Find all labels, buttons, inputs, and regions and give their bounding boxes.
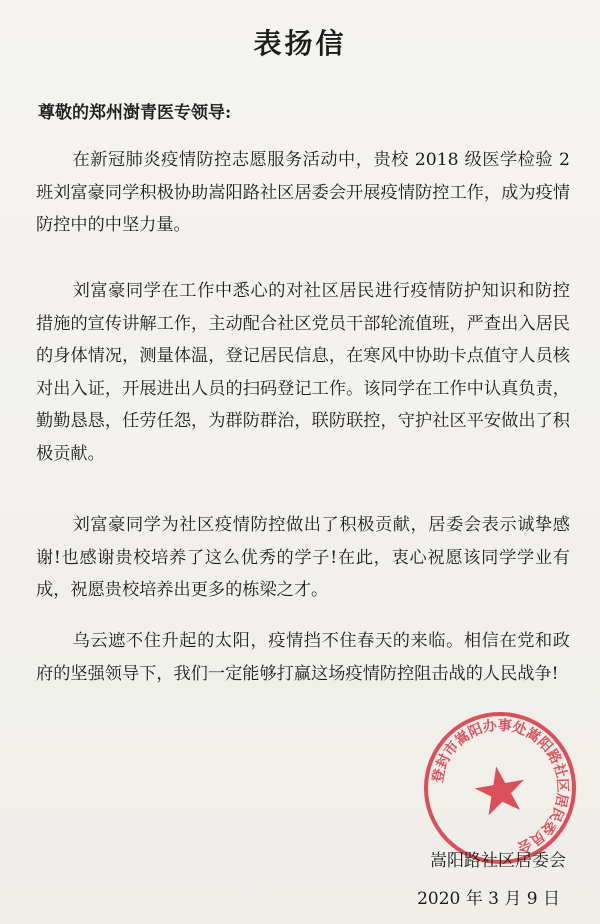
paragraph-3-text: 刘富豪同学为社区疫情防控做出了积极贡献，居委会表示诚挚感谢!也感谢贵校培养了这么优秀的学子!在此，衷心祝愿该同学学业有成，祝愿贵校培养出更多的栋梁之才。 <box>36 515 570 600</box>
paragraph-2 <box>36 275 570 470</box>
salutation: 尊敬的郑州澍青医专领导: <box>38 103 232 123</box>
paragraph-1-text: 在新冠肺炎疫情防控志愿服务活动中，贵校 2018 级医学检验 2 班刘富豪同学积极协助嵩阳路社区居委会开展疫情防控工作，成为疫情防控中的中坚力量。 <box>36 150 570 235</box>
paragraph-3 <box>36 509 570 607</box>
signature-organization: 嵩阳路社区居委会 <box>430 851 566 871</box>
letter-title: 表扬信 <box>253 27 347 60</box>
paragraph-4-text: 乌云遮不住升起的太阳，疫情挡不住春天的来临。相信在党和政府的坚强领导下，我们一定能够打赢这场疫情防控阻击战的人民战争! <box>36 631 570 684</box>
paragraph-2-text: 刘富豪同学在工作中悉心的对社区居民进行疫情防护知识和防控措施的宣传讲解工作，主动配合社区党员干部轮流值班，严查出入居民的身体情况，测量体温，登记居民信息，在寒风中协助卡点值守人员核对出入证，开展进出人员的扫码登记工作。该同学在工作中认真负责，勤勤恳恳，任劳任怨，为群防群治，联防联控，守护社区平安做出了积极贡献。 <box>36 281 570 464</box>
letter-date: 2020 年 3 月 9 日 <box>417 889 560 909</box>
paragraph-1 <box>36 144 570 242</box>
paragraph-4 <box>36 625 570 690</box>
seal-text: 登封市嵩阳办事处嵩阳路社区居民委员会 <box>429 717 571 856</box>
